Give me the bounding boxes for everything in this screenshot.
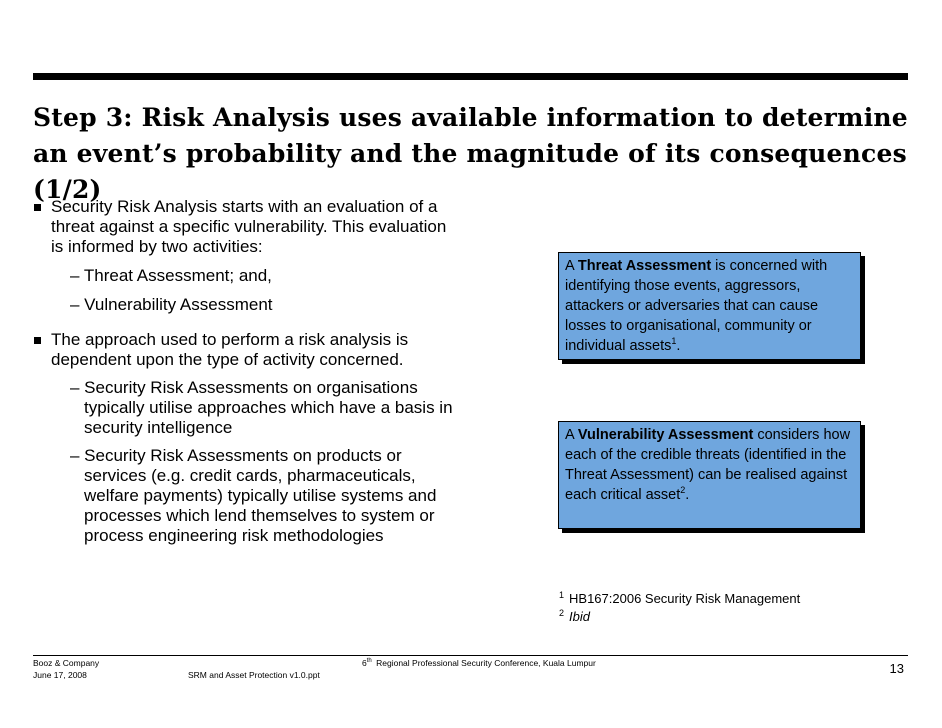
conference-ordinal: 6 — [362, 658, 367, 668]
bottom-rule — [33, 655, 908, 656]
footnote — [559, 608, 800, 626]
footnote-ref: 1 — [671, 336, 677, 347]
footnote-text: Ibid — [569, 609, 590, 624]
threat-assessment-callout — [558, 252, 861, 360]
footer-company: Booz & Company — [33, 658, 100, 668]
callout-prefix: A — [565, 427, 578, 443]
slide-title: Step 3: Risk Analysis uses available information to determine an event’s probability and the magnitude of its consequences (1/2) — [33, 103, 908, 204]
footnote-number: 1 — [559, 589, 565, 600]
bullet-text: The approach used to perform a risk analysis is dependent upon the type of activity concerned. — [51, 330, 409, 369]
footer-conference — [362, 658, 596, 669]
callout-prefix: A — [565, 258, 578, 274]
vulnerability-assessment-callout — [558, 421, 861, 529]
callout-suffix: . — [685, 487, 690, 503]
footnote — [559, 590, 800, 608]
conference-text: Regional Professional Security Conference, Kuala Lumpur — [376, 658, 596, 668]
footnote-number: 2 — [559, 607, 565, 618]
footer-filename: SRM and Asset Protection v1.0.ppt — [188, 670, 320, 680]
footnotes — [559, 590, 800, 626]
body-text — [33, 197, 463, 546]
callout-suffix: . — [676, 338, 681, 354]
top-rule — [33, 73, 908, 80]
bullet-item — [33, 330, 463, 370]
footer-date: June 17, 2008 — [33, 670, 87, 680]
callout-text: is concerned with identifying those events, aggressors, attackers or adversaries that can cause losses to organisational, community or individual assets — [565, 258, 828, 354]
callout-term: Threat Assessment — [577, 258, 712, 274]
footnote-text: HB167:2006 Security Risk Management — [569, 591, 801, 606]
page-number: 13 — [889, 661, 904, 676]
sub-item: – Threat Assessment; and, — [70, 266, 272, 285]
conference-ordinal-suffix: th — [366, 658, 372, 665]
bullet-text: Security Risk Analysis starts with an evaluation of a threat against a specific vulnerability. This evaluation is informed by two activities: — [51, 197, 447, 256]
sub-item: – Security Risk Assessments on products or services (e.g. credit cards, pharmaceuticals, welfare payments) typically utilise systems and processes which lend themselves to system or process engineering risk methodologies — [70, 446, 437, 545]
callout-term: Vulnerability Assessment — [577, 427, 754, 443]
sub-item: – Security Risk Assessments on organisations typically utilise approaches which have a basis in security intelligence — [70, 378, 453, 437]
footnote-ref: 2 — [680, 485, 686, 496]
callout-text: considers how each of the credible threats (identified in the Threat Assessment) can be realised against each critical asset — [565, 427, 851, 503]
sub-item: – Vulnerability Assessment — [70, 295, 273, 314]
square-bullet-icon — [34, 337, 41, 344]
bullet-item — [33, 197, 463, 257]
square-bullet-icon — [34, 204, 41, 211]
